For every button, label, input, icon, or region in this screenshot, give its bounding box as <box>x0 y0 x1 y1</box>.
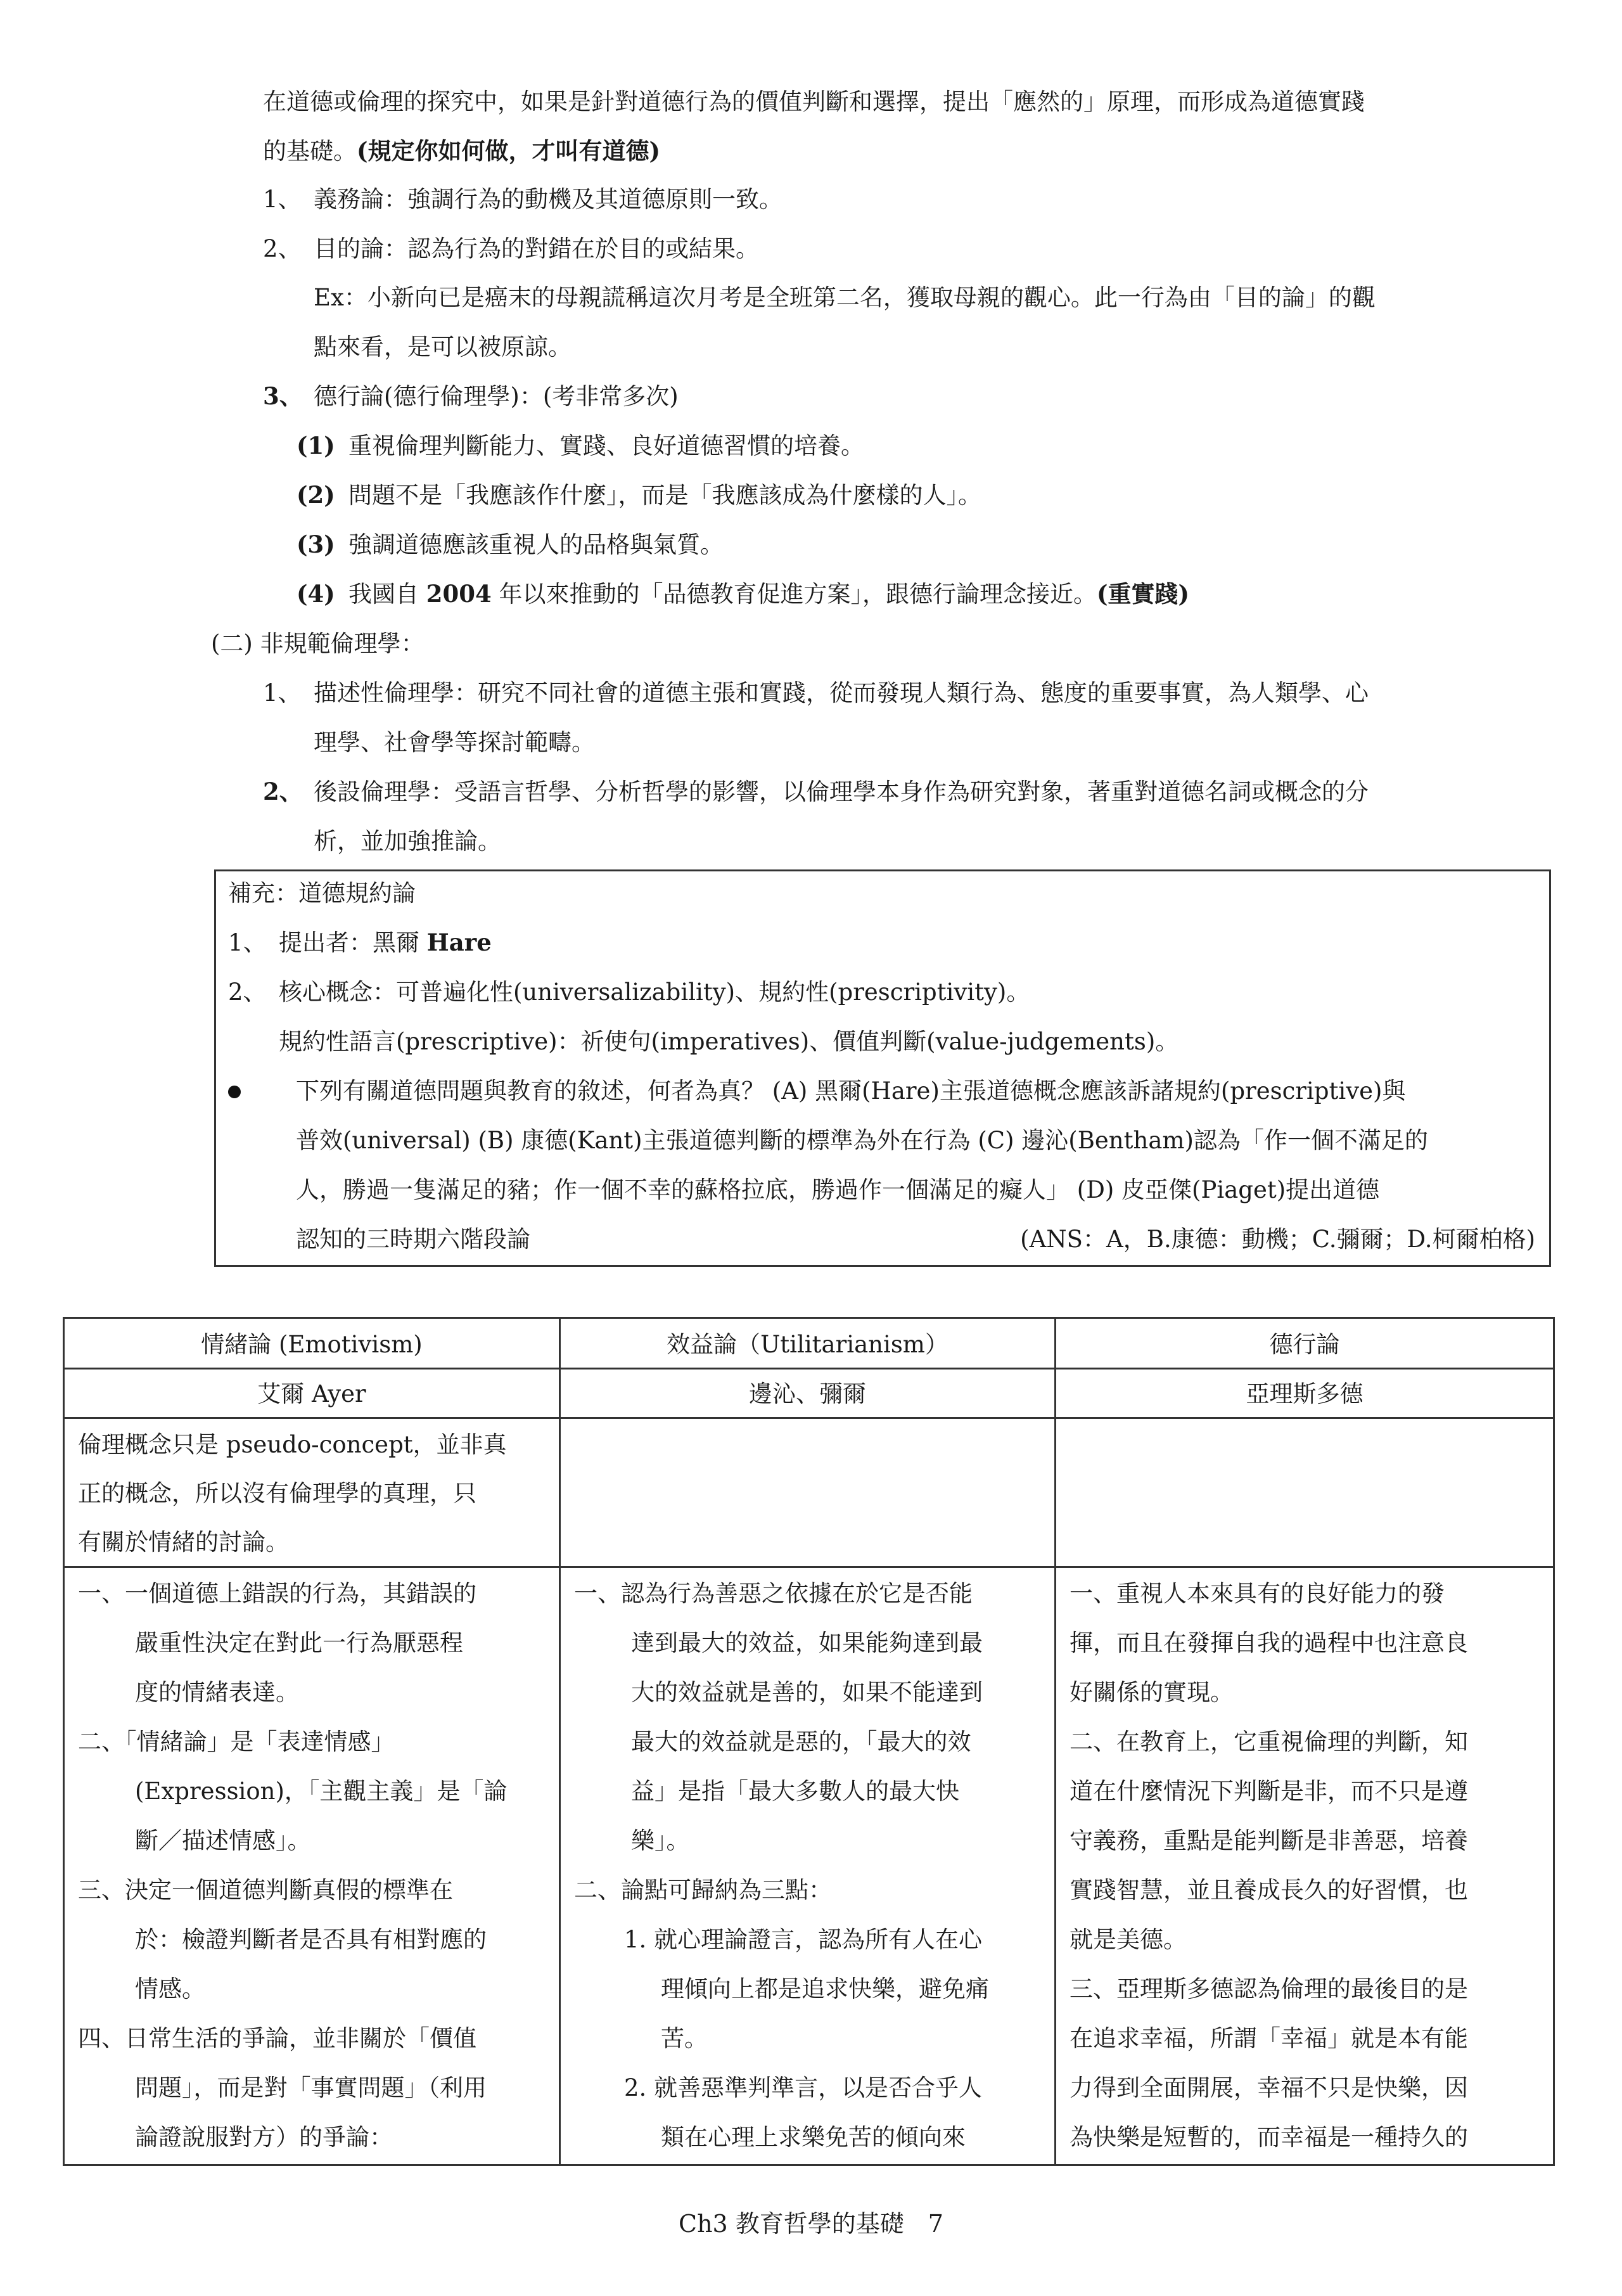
sub-2-number: (2) <box>297 481 335 509</box>
virtue-line: 一、重視人本來具有的良好能力的發 <box>1070 1580 1445 1607</box>
virtue-line: 揮，而且在發揮自我的過程中也注意良 <box>1070 1629 1468 1657</box>
concept-line: 倫理概念只是 pseudo-concept，並非真 <box>78 1431 507 1458</box>
person-utilitarianism <box>560 1369 1056 1418</box>
header-virtue-ethics-text: 德行論 <box>1269 1331 1340 1358</box>
utilitarianism-line: 最大的效益就是惡的，「最大的效 <box>631 1728 971 1755</box>
person-ayer: 艾爾 Ayer <box>257 1380 366 1408</box>
item-1-number: 1、 <box>263 186 302 213</box>
emotivism-line: 嚴重性決定在對此一行為厭惡程 <box>135 1629 463 1657</box>
supplement-point-1-text: 提出者：黑爾 <box>279 929 427 956</box>
utilitarianism-line: 二、論點可歸納為三點： <box>574 1876 832 1904</box>
detail-emotivism <box>64 1567 560 2165</box>
question-line-4: 認知的三時期六階段論 <box>296 1226 530 1253</box>
virtue-line: 二、在教育上，它重視倫理的判斷，知 <box>1070 1728 1468 1755</box>
table-detail-row <box>64 1567 1554 2165</box>
sub-4-text-pre: 我國自 <box>348 580 426 608</box>
emotivism-line: 二、「情緒論」是「表達情感」 <box>78 1728 395 1755</box>
sub-4-year: 2004 <box>426 580 492 608</box>
nonnormative-1-line-2: 理學、社會學等探討範疇。 <box>314 729 595 756</box>
emotivism-line: 情感。 <box>135 1975 205 2003</box>
question-line-2: 普效(universal) (B) 康德(Kant)主張道德判斷的標準為外在行為 (C) 邊沁(Bentham)認為「作一個不滿足的 <box>296 1127 1428 1154</box>
page-footer: Ch3 教育哲學的基礎 7 <box>679 2210 943 2238</box>
nonnormative-2-number: 2、 <box>263 778 303 805</box>
nonnormative-1-number: 1、 <box>263 679 302 707</box>
utilitarianism-line: 理傾向上都是追求快樂，避免痛 <box>661 1975 989 2003</box>
concept-utilitarianism <box>560 1418 1056 1567</box>
ethics-comparison-table <box>63 1317 1555 2166</box>
emotivism-line: 四、日常生活的爭論，並非關於「價值 <box>78 2025 476 2052</box>
sub-4-number: (4) <box>297 580 335 608</box>
item-2-number: 2、 <box>263 235 302 262</box>
emotivism-line: 斷／描述情感」。 <box>135 1827 311 1854</box>
utilitarianism-line: 一、認為行為善惡之依據在於它是否能 <box>574 1580 973 1607</box>
sub-4-text-mid: 年以來推動的「品德教育促進方案」，跟德行論理念接近。 <box>491 580 1097 608</box>
question-answer: (ANS：A，B.康德：動機；C.彌爾；D.柯爾柏格) <box>1020 1226 1535 1253</box>
question-line-1: 下列有關道德問題與教育的敘述，何者為真？ (A) 黑爾(Hare)主張道德概念應該訴諸規約(prescriptive)與 <box>296 1077 1406 1105</box>
concept-virtue-ethics <box>1056 1418 1554 1567</box>
detail-virtue-ethics <box>1056 1567 1554 2165</box>
bullet-icon <box>228 1086 241 1098</box>
table-person-row <box>64 1369 1554 1418</box>
sub-2-text: 問題不是「我應該作什麼」，而是「我應該成為什麼樣的人」。 <box>348 482 981 509</box>
example-line-2: 點來看，是可以被原諒。 <box>314 333 572 361</box>
header-emotivism <box>64 1318 560 1369</box>
supplement-prescriptive: 規約性語言(prescriptive)：祈使句(imperatives)、價值判斷(value-judgements)。 <box>279 1028 1179 1055</box>
table-header-row <box>64 1318 1554 1369</box>
header-utilitarianism-text: 效益論（Utilitarianism） <box>667 1331 948 1358</box>
header-utilitarianism <box>560 1318 1056 1369</box>
emotivism-line: 三、決定一個道德判斷真假的標準在 <box>78 1876 453 1904</box>
intro-line-2 <box>263 139 660 163</box>
sub-1-number: (1) <box>297 432 335 459</box>
virtue-line: 就是美德。 <box>1070 1926 1187 1953</box>
item-3-number: 3、 <box>263 382 303 410</box>
virtue-line: 在追求幸福，所謂「幸福」就是本有能 <box>1070 2025 1468 2052</box>
section-2-heading: (二) 非規範倫理學： <box>211 630 425 657</box>
virtue-line: 三、亞理斯多德認為倫理的最後目的是 <box>1070 1975 1468 2003</box>
example-line-1: Ex：小新向已是癌末的母親謊稱這次月考是全班第二名，獲取母親的觀心。此一行為由「目的論」的觀 <box>314 284 1376 311</box>
sub-4-text <box>348 582 1189 606</box>
sub-1-text: 重視倫理判斷能力、實踐、良好道德習慣的培養。 <box>348 432 864 459</box>
person-virtue-ethics <box>1056 1369 1554 1418</box>
utilitarianism-line: 2. 就善惡準判準言，以是否合乎人 <box>624 2074 983 2101</box>
item-2-text: 目的論：認為行為的對錯在於目的或結果。 <box>314 235 759 262</box>
supplement-title: 補充：道德規約論 <box>228 880 416 907</box>
item-3-text: 德行論(德行倫理學)：(考非常多次) <box>314 383 679 410</box>
header-emotivism-text: 情緒論 (Emotivism) <box>201 1331 423 1358</box>
intro-line-1: 在道德或倫理的探究中，如果是針對道德行為的價值判斷和選擇，提出「應然的」原理，而形成為道德實踐 <box>263 88 1365 115</box>
intro-line-2-text: 的基礎。 <box>263 138 357 165</box>
sub-3-text: 強調道德應該重視人的品格與氣質。 <box>348 531 724 558</box>
table-concept-row <box>64 1418 1554 1567</box>
concept-line: 正的概念，所以沒有倫理學的真理，只 <box>78 1480 476 1507</box>
utilitarianism-line: 類在心理上求樂免苦的傾向來 <box>661 2124 966 2151</box>
emotivism-line: 於：檢證判斷者是否具有相對應的 <box>135 1926 487 1953</box>
virtue-line: 好關係的實現。 <box>1070 1679 1234 1706</box>
nonnormative-1-line-1: 描述性倫理學：研究不同社會的道德主張和實踐，從而發現人類行為、態度的重要事實，為人類學、心 <box>314 679 1369 707</box>
concept-line: 有關於情緒的討論。 <box>78 1529 289 1556</box>
sub-3-number: (3) <box>297 530 335 558</box>
supplement-point-2: 核心概念：可普遍化性(universalizability)、規約性(prescriptivity)。 <box>279 978 1030 1006</box>
sub-4-emphasis: (重實踐) <box>1097 580 1190 608</box>
utilitarianism-line: 苦。 <box>661 2025 708 2052</box>
intro-emphasis: (規定你如何做，才叫有道德) <box>357 137 661 165</box>
emotivism-line: 問題」，而是對「事實問題」（利用 <box>135 2074 487 2101</box>
detail-utilitarianism <box>560 1567 1056 2165</box>
utilitarianism-line: 1. 就心理論證言，認為所有人在心 <box>624 1926 983 1953</box>
supplement-point-1-number: 1、 <box>228 929 267 956</box>
emotivism-line: 論證說服對方）的爭論： <box>135 2124 393 2151</box>
supplement-hare: Hare <box>426 928 492 956</box>
virtue-line: 力得到全面開展，幸福不只是快樂，因 <box>1070 2074 1468 2101</box>
person-emotivism <box>64 1369 560 1418</box>
emotivism-line: (Expression)，「主觀主義」是「論 <box>135 1778 508 1805</box>
utilitarianism-line: 樂」。 <box>631 1827 690 1854</box>
nonnormative-2-line-2: 析，並加強推論。 <box>314 828 501 855</box>
concept-emotivism <box>64 1418 560 1567</box>
virtue-line: 守義務，重點是能判斷是非善惡，培養 <box>1070 1827 1468 1854</box>
emotivism-line: 度的情緒表達。 <box>135 1679 299 1706</box>
supplement-point-2-number: 2、 <box>228 978 267 1006</box>
utilitarianism-line: 大的效益就是善的，如果不能達到 <box>631 1679 983 1706</box>
virtue-line: 為快樂是短暫的，而幸福是一種持久的 <box>1070 2124 1468 2151</box>
header-virtue-ethics <box>1056 1318 1554 1369</box>
supplement-point-1 <box>279 928 492 956</box>
person-aristotle: 亞理斯多德 <box>1246 1380 1363 1408</box>
utilitarianism-line: 益」是指「最大多數人的最大快 <box>631 1778 959 1805</box>
virtue-line: 實踐智慧，並且養成長久的好習慣，也 <box>1070 1876 1468 1904</box>
person-bentham-mill: 邊沁、彌爾 <box>749 1380 866 1408</box>
item-1-text: 義務論：強調行為的動機及其道德原則一致。 <box>314 186 782 213</box>
question-line-3: 人，勝過一隻滿足的豬；作一個不幸的蘇格拉底，勝過作一個滿足的癡人」 (D) 皮亞傑(Piaget)提出道德 <box>296 1176 1380 1203</box>
emotivism-line: 一、一個道德上錯誤的行為，其錯誤的 <box>78 1580 476 1607</box>
utilitarianism-line: 達到最大的效益，如果能夠達到最 <box>631 1629 983 1657</box>
nonnormative-2-line-1: 後設倫理學：受語言哲學、分析哲學的影響，以倫理學本身作為研究對象，著重對道德名詞或概念的分 <box>314 778 1369 805</box>
virtue-line: 道在什麼情況下判斷是非，而不只是遵 <box>1070 1778 1468 1805</box>
